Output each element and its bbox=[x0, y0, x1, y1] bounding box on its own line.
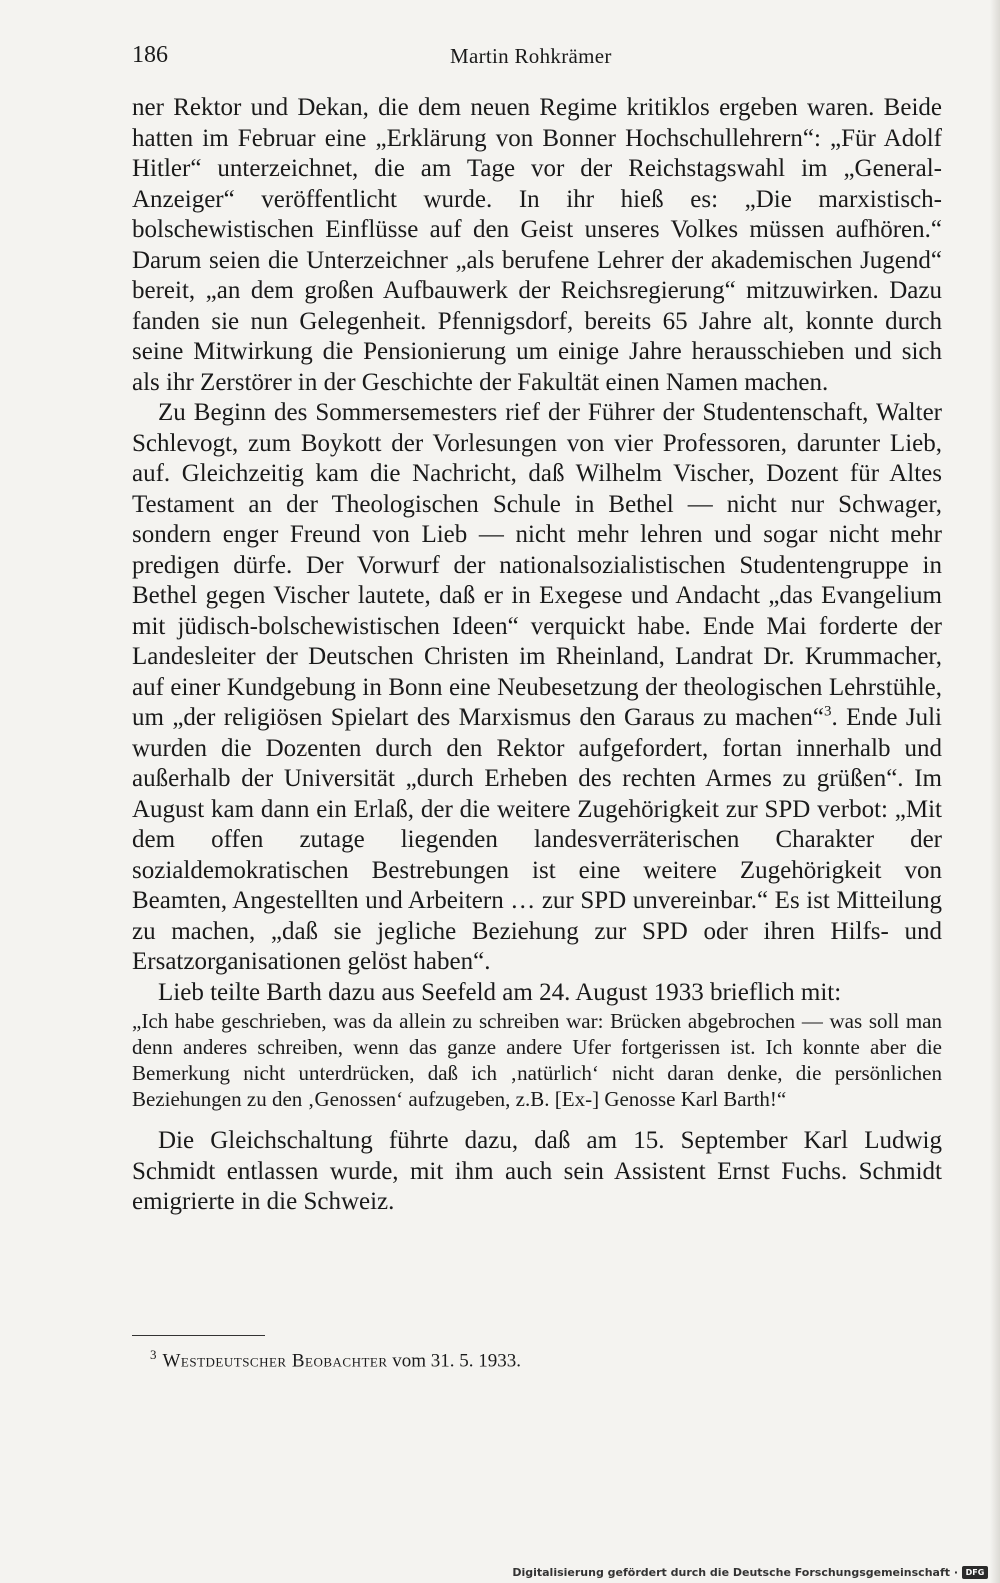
dfg-logo-icon: DFG bbox=[962, 1566, 988, 1579]
running-head: Martin Rohkrämer bbox=[450, 44, 612, 68]
footnote bbox=[150, 1342, 930, 1374]
paragraph-2-text-b: . Ende Juli wurden die Dozenten durch den Rektor aufgefordert, fortan innerhalb und außerhalb der Universität „durch Erheben des rechten Armes zu grüßen“. Im August kam dann ein Erlaß, der die weitere Zugehörigkeit zur SPD verbot: „Mit dem offen zutage liegenden landesverräterischen Charakter der sozialdemokratischen Bestrebungen ist eine weitere Zugehörigkeit von Beamten, Angestellten und Arbeitern … zur SPD unvereinbar.“ Es ist Mitteilung zu machen, „daß sie jegliche Beziehung zur SPD oder ihren Hilfs- und Ersatzorganisationen gelöst haben“. bbox=[132, 704, 942, 975]
paragraph-1: ner Rektor und Dekan, die dem neuen Regime kritiklos ergeben waren. Beide hatten im Februar eine „Erklärung von Bonner Hochschullehrern“: „Für Adolf Hitler“ unterzeichnet, die am Tage vor der Reichstagswahl im „General-Anzeiger“ veröffentlicht wurde. In ihr hieß es: „Die marxistisch-bolschewistischen Einflüsse auf den Geist unseres Volkes müssen aufhören.“ Darum seien die Unterzeichner „als berufene Lehrer der akademischen Jugend“ bereit, „an dem großen Aufbauwerk der Reichsregierung“ mitzuwirken. Dazu fanden sie nun Gelegenheit. Pfennigsdorf, bereits 65 Jahre alt, konnte durch seine Mitwirkung die Pensionierung um einige Jahre herausschieben und sich als ihr Zerstörer in der Geschichte der Fakultät einen Namen machen. bbox=[132, 94, 942, 396]
paragraph-2 bbox=[132, 398, 942, 978]
paragraph-4: Die Gleichschaltung führte dazu, daß am 15. September Karl Ludwig Schmidt entlassen wurde, mit ihm auch sein Assistent Ernst Fuchs. Schmidt emigrierte in die Schweiz. bbox=[132, 1127, 942, 1215]
block-quote: „Ich habe geschrieben, was da allein zu schreiben war: Brücken abgebrochen — was soll man denn anderes schreiben, wenn das ganze andere Ufer fortgerissen ist. Ich konnte aber die Bemerkung nicht unterdrücken, daß ich ‚natürlich‘ nicht daran denke, die persönlichen Beziehungen zu den ‚Genossen‘ aufzugeben, z.B. [Ex-] Genosse Karl Barth!“ bbox=[132, 1009, 942, 1111]
page-header bbox=[132, 38, 942, 78]
body-text bbox=[132, 93, 942, 1218]
digitization-credit: Digitalisierung gefördert durch die Deutsche Forschungsgemeinschaft · bbox=[512, 1566, 958, 1579]
footnote-divider bbox=[132, 1335, 265, 1336]
footnote-source: Westdeutscher Beobachter bbox=[162, 1350, 388, 1372]
footnote-number: 3 bbox=[150, 1347, 157, 1362]
page-number: 186 bbox=[132, 42, 168, 68]
paragraph-3: Lieb teilte Barth dazu aus Seefeld am 24. August 1933 brieflich mit: bbox=[158, 978, 842, 1006]
page-edge-shadow bbox=[990, 0, 1000, 1583]
footnote-date: vom 31. 5. 1933. bbox=[387, 1350, 522, 1372]
paragraph-2-text-a: Zu Beginn des Sommersemesters rief der Führer der Studentenschaft, Walter Schlevogt, zum Boykott der Vorlesungen von vier Professoren, darunter Lieb, auf. Gleichzeitig kam die Nachricht, daß Wilhelm Vischer, Dozent für Altes Testament an der Theologischen Schule in Bethel — nicht nur Schwager, sondern enger Freund von Lieb — nicht mehr lehren und sogar nicht mehr predigen dürfe. Der Vorwurf der nationalsozialistischen Studentengruppe in Bethel gegen Vischer lautete, daß er in Exegese und Andacht „das Evangelium mit jüdisch-bolschewistischen Ideen“ verquickt habe. Ende Mai forderte der Landesleiter der Deutschen Christen im Rheinland, Landrat Dr. Krummacher, auf einer Kundgebung in Bonn eine Neubesetzung der theologischen Lehrstühle, um „der religiösen Spielart des Marxismus den Garaus zu machen“ bbox=[132, 399, 942, 731]
footnote-reference: 3 bbox=[823, 703, 832, 720]
